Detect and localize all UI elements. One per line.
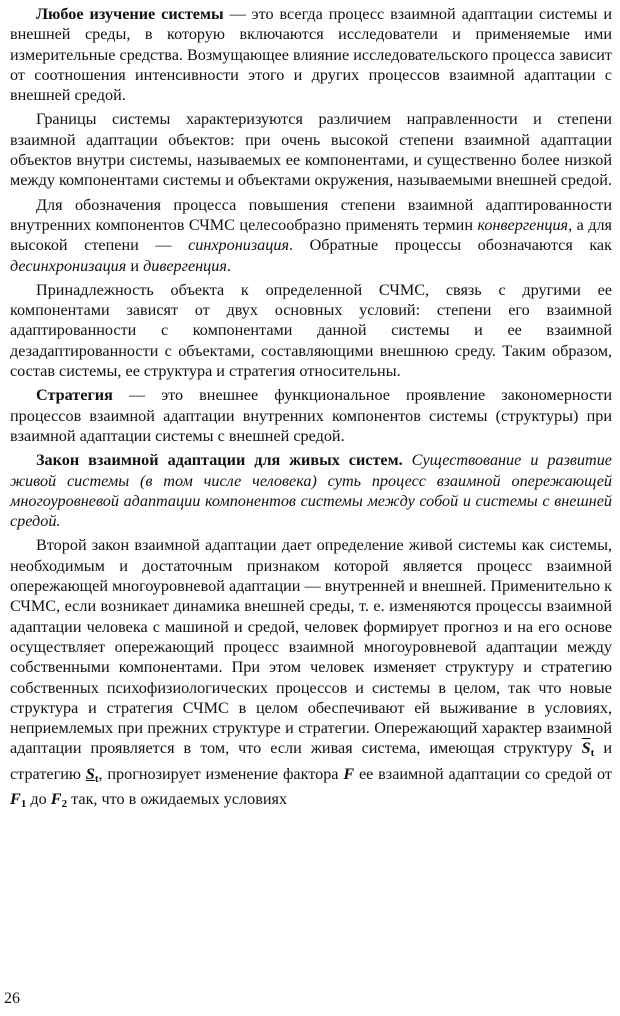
paragraph-text: Для обозначения процесса повышения степени взаимной адаптированности внутренних компонентов СЧМС целесообразно применять термин — [10, 195, 612, 234]
symbol-factor-2 — [51, 790, 67, 808]
symbol-strategy — [86, 765, 99, 783]
paragraph-text: , прогнозирует изменение фактора — [98, 764, 344, 783]
paragraph-membership — [10, 280, 612, 381]
page-number: 26 — [4, 990, 20, 1007]
paragraph-text: , а для высокой степени — — [10, 215, 612, 255]
term-desynchronization: десинхронизация — [10, 256, 127, 275]
paragraph-convergence — [10, 195, 612, 276]
symbol-letter: F — [10, 789, 21, 808]
paragraph-text: — это внешнее функциональное проявление закономерности процессов взаимной адаптации внутренних компонентов системы (структуры) при взаимной адаптации системы с внешней средой. — [10, 386, 612, 445]
paragraph-text: и стратегию — [10, 739, 612, 783]
paragraph-text: Принадлежность объекта к определенной СЧМС, связь с другими ее компонентами зависят от двух основных условий: степени его взаимной адаптированности с компонентами данной системы и ее взаимной дезадаптированности с объектами, составляющими внешнюю среду. Таким образом, состав системы, ее структура и стратегия относительны. — [10, 280, 612, 381]
paragraph-text: — это всегда процесс взаимной адаптации системы и внешней среды, в которую включаются исследователи и применяемые ими измерительные средства. Возмущающее влияние исследовательского процесса зависит от соотношения интенсивности этого и других процессов взаимной адаптации с внешней средой. — [10, 5, 612, 105]
paragraph-system-boundaries — [10, 109, 612, 190]
term-synchronization: синхронизация — [188, 236, 289, 255]
paragraph-system-study — [10, 4, 612, 105]
paragraph-text: . — [226, 256, 231, 275]
symbol-letter: $\overline{S}$ — [581, 739, 591, 758]
law-title: Закон взаимной адаптации для живых систем. — [36, 451, 403, 470]
symbol-subscript: t — [94, 772, 99, 785]
paragraph-text: до — [26, 789, 51, 808]
paragraph-text: Второй закон взаимной адаптации дает определение живой системы как системы, необходимым и достаточным признаком которой является процесс взаимной опережающей многоуровневой адаптации — внутренней и внешней. Применительно к СЧМС, если возникает динамика внешней среды, т. е. изменяются процессы взаимной адаптации человека с машиной и средой, человек формирует прогноз и на его основе осуществляет опережающий процесс взаимной многоуровневой адаптации между собственными компонентами. При этом человек изменяет структуру и стратегию собственных психофизиологических процессов и системы в целом, так что новые структура и стратегия СЧМС в целом обеспечивают ей выживание в условиях, неприемлемых при прежних структуре и стратегии. Опережающий характер взаимной адаптации проявляется в том, что если живая система, имеющая структуру — [10, 536, 612, 758]
symbol-subscript: 1 — [20, 797, 27, 810]
symbol-structure — [581, 739, 595, 760]
term-strategy: Стратегия — [36, 386, 113, 405]
law-statement — [10, 450, 612, 531]
symbol-letter: F — [50, 789, 62, 808]
paragraph-text: ее взаимной адаптации со средой от — [354, 764, 612, 783]
paragraph-second-law — [10, 535, 612, 814]
symbol-factor: F — [343, 764, 355, 783]
symbol-subscript: t — [590, 747, 595, 760]
term-convergence: конвергенция — [477, 215, 569, 234]
symbol-factor-1 — [10, 790, 26, 808]
paragraph-text: и — [126, 256, 144, 275]
term-divergence: дивергенция — [143, 256, 227, 275]
symbol-letter: S — [85, 764, 95, 783]
term-system-study: Любое изучение системы — [36, 5, 224, 23]
paragraph-strategy — [10, 385, 612, 446]
symbol-subscript: 2 — [61, 797, 68, 810]
law-text: Существование и развитие живой системы (в том числе человека) суть процесс взаимной опережающей многоуровневой адаптации компонентов системы между собой и системы с внешней средой. — [10, 451, 612, 531]
paragraph-text: Границы системы характеризуются различием направленности и степени взаимной адаптации объектов: при очень высокой степени взаимной адаптации объектов внутри системы, называемых ее компонентами, и существенно более низкой между компонентами системы и объектами окружения, называемыми внешней средой. — [10, 110, 612, 190]
paragraph-text: . Обратные процессы обозначаются как — [289, 236, 612, 255]
paragraph-text: так, что в ожидаемых условиях — [67, 789, 288, 808]
